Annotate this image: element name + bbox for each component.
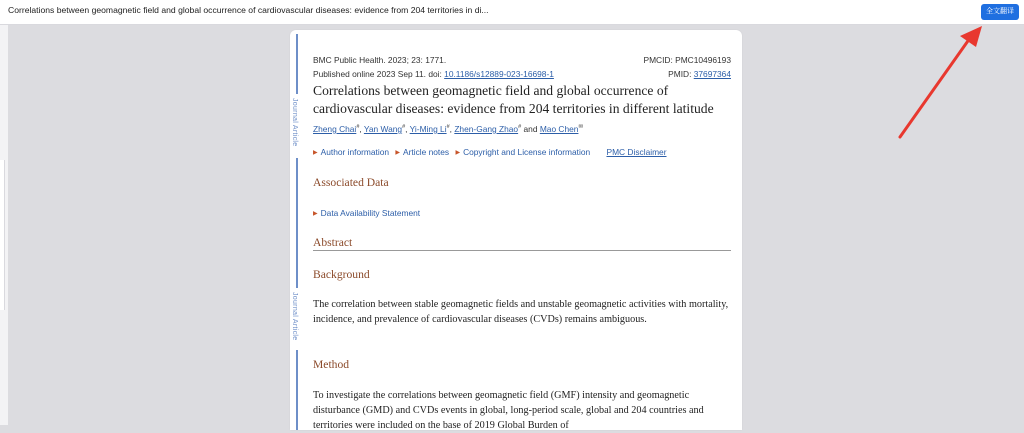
pmid-link[interactable]: 37697364 [693,69,731,79]
method-heading: Method [313,358,350,371]
journal-article-rule-top [296,34,298,94]
author-mark: # [518,124,522,131]
author-separator: , [405,124,410,134]
journal-citation: BMC Public Health. 2023; 23: 1771. [313,55,447,65]
method-paragraph: To investigate the correlations between geomagnetic field (GMF) intensity and geomagnetic disturbance (GMD) and CVDs events in global, long-period scale, global and 204 countries and territories were included on the base of 2019 Global Burden of [313,390,704,431]
info-link-label: Author information [320,147,390,157]
author-link[interactable]: Yi-Ming Li [409,124,447,134]
abstract-divider [313,250,731,251]
journal-article-label-bottom: Journal Article [291,292,298,341]
journal-article-rule-bottom [296,350,298,430]
journal-article-label-top: Journal Article [291,98,298,147]
doi-link[interactable]: 10.1186/s12889-023-16698-1 [444,69,554,79]
article-info-row [313,147,667,157]
author-mark: # [446,124,450,131]
data-availability-label: Data Availability Statement [320,208,421,218]
info-link-label: Article notes [403,147,450,157]
journal-article-rule-middle [296,158,298,288]
background-heading: Background [313,268,370,281]
pmcid: PMCID: PMC10496193 [643,55,731,65]
pmid-prefix: PMID: [668,69,694,79]
author-information-toggle[interactable] [313,147,389,157]
published-prefix: Published online 2023 Sep 11. doi: [313,69,445,79]
article-notes-toggle[interactable] [395,147,449,157]
author-separator: , [359,124,364,134]
data-availability-toggle[interactable] [313,208,420,218]
expand-triangle-icon: ▶ [313,150,318,156]
expand-triangle-icon: ▶ [313,211,318,217]
annotation-arrow-icon [890,20,990,145]
background-paragraph: The correlation between stable geomagnetic fields and unstable geomagnetic activities with mortality, incidence, and prevalence of cardiovascular diseases (CVDs) remains ambiguous. [313,299,729,325]
author-mark: # [402,124,406,131]
author-mark: # [356,124,360,131]
side-panel-handle[interactable] [0,160,5,310]
top-bar [0,0,1024,25]
author-link[interactable]: Mao Chen [539,124,579,134]
author-separator: and [521,124,540,134]
published-online [313,69,554,79]
copyright-license-toggle[interactable] [455,147,590,157]
page-title-bar: Correlations between geomagnetic field and global occurrence of cardiovascular diseases: evidence from 204 territories in di... [8,5,489,15]
pmid [668,69,731,79]
pmc-disclaimer-link[interactable]: PMC Disclaimer [606,147,667,157]
full-text-translate-button[interactable]: 全文翻译 [981,4,1019,20]
author-separator: , [449,124,455,134]
info-link-label: Copyright and License information [463,147,591,157]
author-link[interactable]: Zheng Chai [313,124,357,134]
corresponding-author-mark: ✉ [578,124,584,131]
article-title: Correlations between geomagnetic field and global occurrence of cardiovascular diseases: evidence from 204 territories in different latitude [313,83,714,116]
author-list [313,124,583,134]
abstract-heading: Abstract [313,236,353,249]
expand-triangle-icon: ▶ [395,150,401,156]
associated-data-heading: Associated Data [313,176,389,189]
expand-triangle-icon: ▶ [455,150,461,156]
author-link[interactable]: Yan Wang [363,124,403,134]
author-link[interactable]: Zhen-Gang Zhao [454,124,519,134]
